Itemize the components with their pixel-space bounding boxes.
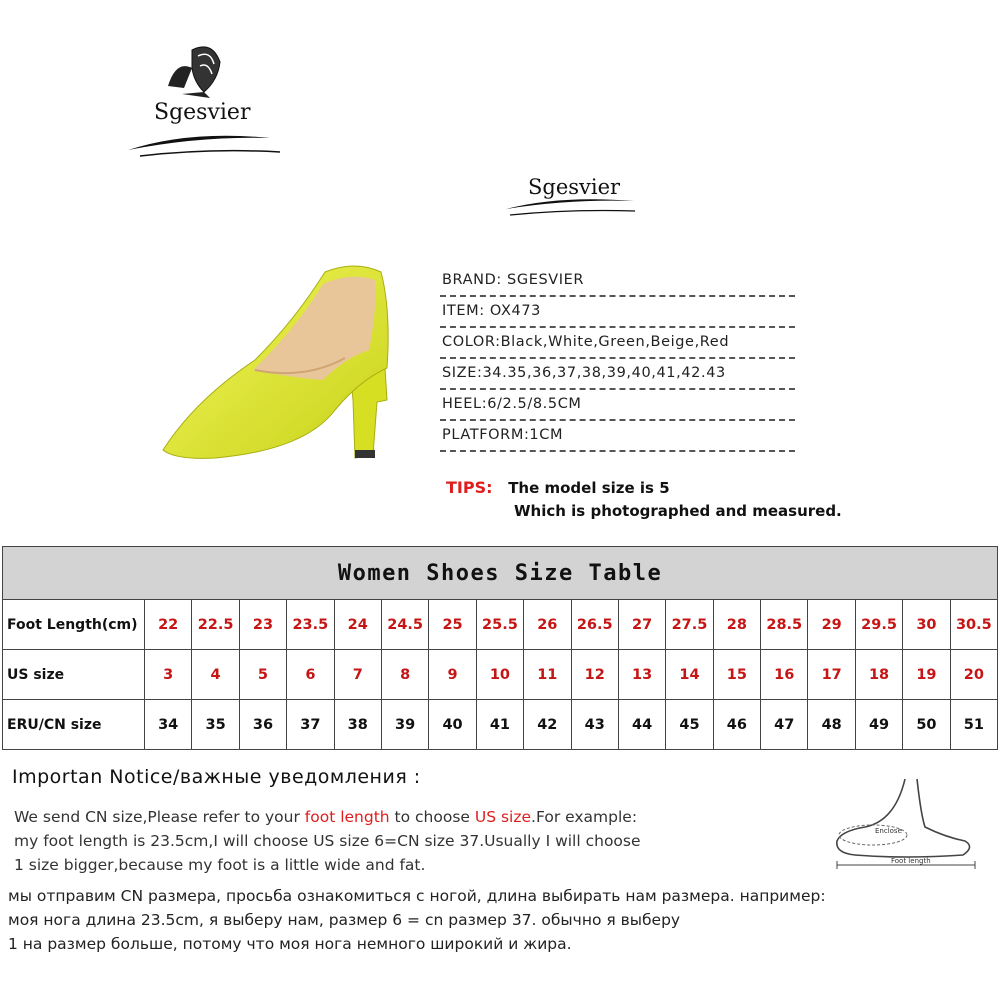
us-size-cell: 18 bbox=[855, 650, 902, 700]
foot-length-cell: 26 bbox=[524, 600, 571, 650]
foot-length-cell: 28.5 bbox=[761, 600, 808, 650]
eru-size-cell: 51 bbox=[950, 700, 997, 750]
brand-logo-text: Sgesvier bbox=[154, 100, 251, 125]
tips-line-2: Which is photographed and measured. bbox=[514, 502, 842, 520]
us-size-cell: 10 bbox=[476, 650, 523, 700]
foot-length-cell: 28 bbox=[713, 600, 760, 650]
notice-russian bbox=[8, 884, 968, 956]
notice-en-part1: We send CN size,Please refer to your bbox=[14, 808, 305, 826]
row-label-us-size: US size bbox=[3, 650, 145, 700]
size-table-title: Women Shoes Size Table bbox=[3, 547, 998, 600]
size-table bbox=[2, 546, 998, 750]
eru-size-cell: 45 bbox=[666, 700, 713, 750]
notice-ru-line-2: моя нога длина 23.5cm, я выберу нам, размер 6 = cn размер 37. обычно я выберу bbox=[8, 911, 681, 929]
foot-length-cell: 25.5 bbox=[476, 600, 523, 650]
eru-size-cell: 34 bbox=[145, 700, 192, 750]
foot-length-cell: 24.5 bbox=[381, 600, 428, 650]
us-size-cell: 6 bbox=[287, 650, 334, 700]
foot-length-cell: 26.5 bbox=[571, 600, 618, 650]
brand-logo bbox=[120, 40, 290, 160]
brand-logo-small bbox=[500, 165, 650, 225]
notice-en-part3: .For example: bbox=[531, 808, 638, 826]
us-size-cell: 7 bbox=[334, 650, 381, 700]
us-size-cell: 3 bbox=[145, 650, 192, 700]
spec-platform: PLATFORM:1CM bbox=[440, 421, 795, 452]
notice-ru-line-3: 1 на размер больше, потому что моя нога немного широкий и жира. bbox=[8, 935, 572, 953]
spec-size: SIZE:34.35,36,37,38,39,40,41,42.43 bbox=[440, 359, 795, 390]
tips-line-1: The model size is 5 bbox=[508, 479, 670, 497]
row-label-eru-size: ERU/CN size bbox=[3, 700, 145, 750]
eru-size-cell: 48 bbox=[808, 700, 855, 750]
eru-size-cell: 44 bbox=[618, 700, 665, 750]
us-size-cell: 11 bbox=[524, 650, 571, 700]
notice-english bbox=[14, 805, 814, 877]
us-size-cell: 4 bbox=[192, 650, 239, 700]
us-size-cell: 20 bbox=[950, 650, 997, 700]
eru-size-cell: 35 bbox=[192, 700, 239, 750]
foot-enclose-label: Enclose bbox=[875, 827, 902, 835]
eru-size-cell: 38 bbox=[334, 700, 381, 750]
foot-length-cell: 29 bbox=[808, 600, 855, 650]
spec-heel: HEEL:6/2.5/8.5CM bbox=[440, 390, 795, 421]
foot-length-cell: 30 bbox=[903, 600, 950, 650]
table-row-eru-size bbox=[3, 700, 998, 750]
eru-size-cell: 47 bbox=[761, 700, 808, 750]
foot-length-cell: 30.5 bbox=[950, 600, 997, 650]
tips-label: TIPS: bbox=[446, 478, 493, 497]
eru-size-cell: 36 bbox=[239, 700, 286, 750]
notice-heading: Importan Notice/важные уведомления : bbox=[12, 766, 421, 788]
eru-size-cell: 42 bbox=[524, 700, 571, 750]
us-size-cell: 12 bbox=[571, 650, 618, 700]
foot-measure-diagram bbox=[825, 775, 985, 875]
foot-length-cell: 23.5 bbox=[287, 600, 334, 650]
foot-length-cell: 24 bbox=[334, 600, 381, 650]
spec-brand: BRAND: SGESVIER bbox=[440, 266, 795, 297]
foot-length-label: Foot length bbox=[891, 857, 931, 865]
us-size-cell: 15 bbox=[713, 650, 760, 700]
notice-en-line-2: my foot length is 23.5cm,I will choose US size 6=CN size 37.Usually I will choose bbox=[14, 832, 641, 850]
eru-size-cell: 46 bbox=[713, 700, 760, 750]
foot-length-cell: 22.5 bbox=[192, 600, 239, 650]
eru-size-cell: 40 bbox=[429, 700, 476, 750]
foot-length-cell: 22 bbox=[145, 600, 192, 650]
notice-ru-line-1: мы отправим CN размера, просьба ознакомиться с ногой, длина выбирать нам размера. например: bbox=[8, 887, 826, 905]
us-size-cell: 16 bbox=[761, 650, 808, 700]
us-size-cell: 13 bbox=[618, 650, 665, 700]
spec-color: COLOR:Black,White,Green,Beige,Red bbox=[440, 328, 795, 359]
spec-list bbox=[440, 266, 795, 452]
tips-block bbox=[446, 478, 846, 520]
notice-en-highlight-us-size: US size bbox=[474, 808, 532, 826]
eru-size-cell: 49 bbox=[855, 700, 902, 750]
eru-size-cell: 41 bbox=[476, 700, 523, 750]
eru-size-cell: 50 bbox=[903, 700, 950, 750]
table-row-us-size bbox=[3, 650, 998, 700]
us-size-cell: 19 bbox=[903, 650, 950, 700]
us-size-cell: 9 bbox=[429, 650, 476, 700]
us-size-cell: 14 bbox=[666, 650, 713, 700]
foot-outline-icon bbox=[825, 775, 985, 875]
us-size-cell: 17 bbox=[808, 650, 855, 700]
eru-size-cell: 37 bbox=[287, 700, 334, 750]
table-row-foot-length bbox=[3, 600, 998, 650]
us-size-cell: 5 bbox=[239, 650, 286, 700]
yellow-pump-shoe-icon bbox=[155, 250, 405, 465]
brand-logo-small-text: Sgesvier bbox=[528, 175, 621, 199]
eru-size-cell: 43 bbox=[571, 700, 618, 750]
row-label-foot-length: Foot Length(cm) bbox=[3, 600, 145, 650]
foot-length-cell: 27 bbox=[618, 600, 665, 650]
foot-length-cell: 25 bbox=[429, 600, 476, 650]
eru-size-cell: 39 bbox=[381, 700, 428, 750]
notice-en-highlight-foot-length: foot length bbox=[304, 808, 390, 826]
foot-length-cell: 23 bbox=[239, 600, 286, 650]
notice-en-part2: to choose bbox=[389, 808, 475, 826]
foot-length-cell: 27.5 bbox=[666, 600, 713, 650]
us-size-cell: 8 bbox=[381, 650, 428, 700]
notice-en-line-3: 1 size bigger,because my foot is a little wide and fat. bbox=[14, 856, 426, 874]
product-shoe-image bbox=[155, 250, 405, 465]
foot-length-cell: 29.5 bbox=[855, 600, 902, 650]
spec-item: ITEM: OX473 bbox=[440, 297, 795, 328]
